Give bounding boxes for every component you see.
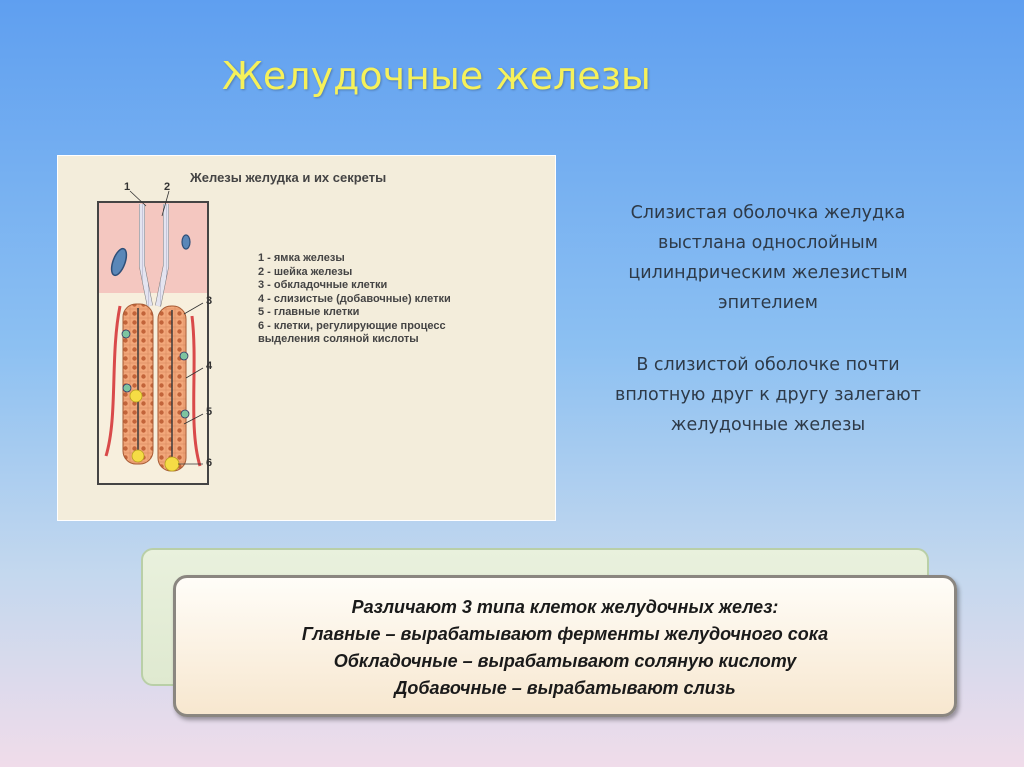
diagram-title: Железы желудка и их секреты xyxy=(190,170,387,185)
diagram-number-2: 2 xyxy=(164,181,171,193)
diagram-number-1: 1 xyxy=(124,181,131,193)
diagram-number-5: 5 xyxy=(206,406,213,418)
legend-item: 3 - обкладочные клетки xyxy=(258,279,388,291)
legend-item: 2 - шейка железы xyxy=(258,265,353,278)
diagram-number-3: 3 xyxy=(206,295,213,307)
gland-diagram xyxy=(57,155,556,521)
paragraph-glands xyxy=(568,350,968,440)
legend-item: 5 - главные клетки xyxy=(258,306,360,318)
paragraph-line: вплотную друг к другу залегают xyxy=(615,385,921,405)
paragraph-line: выстлана однослойным xyxy=(658,233,878,253)
paragraph-line: Слизистая оболочка желудка xyxy=(630,203,906,223)
legend-item: 4 - слизистые (добавочные) клетки xyxy=(258,292,451,305)
legend-item: 1 - ямка железы xyxy=(258,252,345,264)
cell-types-box xyxy=(173,575,957,717)
legend-item: 6 - клетки, регулирующие процесс xyxy=(258,319,446,332)
diagram-number-6: 6 xyxy=(206,457,213,469)
slide-title: Желудочные железы xyxy=(222,54,651,98)
paragraph-line: желудочные железы xyxy=(670,415,866,435)
diagram-legend xyxy=(258,252,451,347)
box-line: Различают 3 типа клеток желудочных желез: xyxy=(351,597,779,617)
box-line: Обкладочные – вырабатывают соляную кислоту xyxy=(333,651,797,671)
paragraph-line: эпителием xyxy=(718,293,818,313)
box-line: Добавочные – вырабатывают слизь xyxy=(394,678,736,698)
box-line: Главные – вырабатывают ферменты желудочного сока xyxy=(301,624,829,644)
paragraph-line: цилиндрическим железистым xyxy=(628,263,908,283)
paragraph-mucosa xyxy=(568,198,968,318)
diagram-number-4: 4 xyxy=(206,360,213,372)
legend-item: выделения соляной кислоты xyxy=(258,333,419,345)
paragraph-line: В слизистой оболочке почти xyxy=(636,355,900,375)
